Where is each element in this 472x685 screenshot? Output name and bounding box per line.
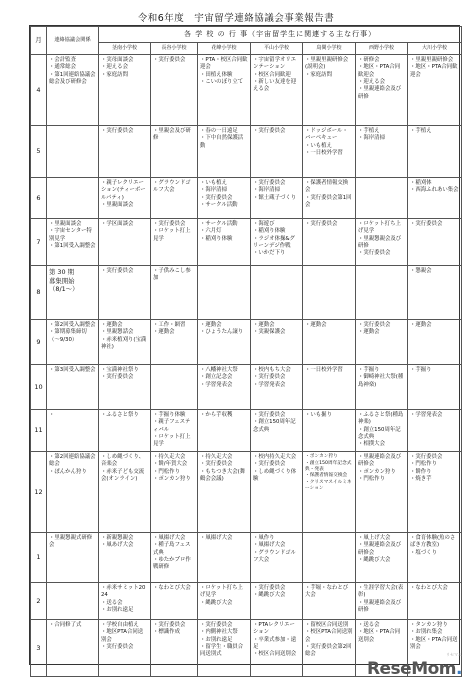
school-event-cell: ・海遊び ・稲刈り体験 ・ラジオ体操&グリーンデジ作戦 ・いかだ下り	[251, 219, 303, 266]
month-cell: 9	[31, 320, 47, 365]
month-cell: 4	[31, 55, 47, 126]
school-event-cell: ・研修会 ・地区・PTA合同歓迎会 ・迎える会 ・里親連絡会及び研修	[356, 55, 408, 126]
assoc-cell: 第 30 期 募集開始 （8/1～）	[47, 266, 99, 320]
school-event-cell: ・実母面談会 ・迎える会 ・家庭訪問	[99, 55, 151, 126]
school-event-cell: ・実行委員会 ・運動会	[356, 320, 408, 365]
school-event-cell: ・運動会 ・ひょうたん譲り	[198, 320, 251, 365]
table-row	[31, 178, 462, 219]
school-event-cell: ・食育体験(魚のさばき方教室) ・塩づくり	[408, 533, 462, 583]
school-event-cell: ・保護者情報交換会 ・実行委員会第1回会	[303, 178, 356, 219]
school-event-cell: ・学区面談会	[99, 219, 151, 266]
school-event-cell: ・八幡神社大祭 ・創立記念会 ・学習発表会	[198, 365, 251, 410]
assoc-cell: ・第3回受入調整会	[47, 365, 99, 410]
school-event-cell: ・子供みこし参加	[151, 266, 198, 320]
assoc-cell: ・	[47, 410, 99, 452]
school-event-cell: ・芋植え ・海岸清掃	[356, 126, 408, 178]
school-event-cell: ・ふるさと祭り	[99, 410, 151, 452]
school-event-cell: ・実行委員会 ・ロケット打上見学	[151, 219, 198, 266]
logo-text: ReseMom	[366, 659, 457, 679]
table-row	[31, 320, 462, 365]
school-event-cell: ・生涯学習大会(表彰) ・里親連絡会及び研修	[356, 583, 408, 620]
month-cell: 5	[31, 126, 47, 178]
school-event-cell: ・留校区合同送別 ・校区PTA合同送別会 ・実行委員会第2回総会	[303, 620, 356, 677]
school-event-cell: ・芋堀・なわとび大会	[303, 583, 356, 620]
school-event-cell: ・春の一日遠足 ・下中自然保護活動	[198, 126, 251, 178]
school-event-cell: ・凧作り ・凧揚げ大会 ・グラウンドゴルフ大会	[251, 533, 303, 583]
school-event-cell: ・運動会	[303, 320, 356, 365]
assoc-cell	[47, 126, 99, 178]
school-event-cell: ・凧揚げ大会	[198, 533, 251, 583]
school-event-cell: ・実行委員会	[303, 219, 356, 266]
school-event-cell	[198, 266, 251, 320]
school-event-cell: ・運動会 ・里親懇話会 ・赤米植刈り(宝満神社)	[99, 320, 151, 365]
header-assoc: 連絡協議会関係	[47, 27, 99, 55]
logo-dot: .	[456, 659, 462, 679]
school-event-cell: ・いも掘り	[303, 410, 356, 452]
school-event-cell: ・芋掘り	[408, 365, 462, 410]
assoc-cell: ・会計監査 ・通常総会 ・第1回連絡協議会総会及び研修会	[47, 55, 99, 126]
month-cell: 10	[31, 365, 47, 410]
school-event-cell: ・学校自由植え ・地区PTA合同送別会 ・実行委員会	[99, 620, 151, 677]
assoc-cell	[47, 583, 99, 620]
school-event-cell: ・なわとび大会	[408, 583, 462, 620]
school-event-cell: ・宝満神社祭り ・実行委員会	[99, 365, 151, 410]
header-school: 鳥間小学校	[303, 43, 356, 55]
assoc-cell: ・里親懇親式研修会	[47, 533, 99, 583]
school-event-cell: ・里親会及び研修	[151, 126, 198, 178]
school-event-cell: ・から芋収穫	[198, 410, 251, 452]
school-event-cell: ・校内持久走大会 ・実行委員会 ・しめ縄づくり体験	[251, 452, 303, 533]
school-event-cell	[303, 533, 356, 583]
school-event-cell: ・新親懇親会 ・凧あげ大会	[99, 533, 151, 583]
resemom-logo	[367, 659, 462, 679]
school-event-cell	[251, 266, 303, 320]
table-row	[31, 219, 462, 266]
school-event-cell: ・里親里親研修会 ・地区・PTA合同歓迎会	[408, 55, 462, 126]
school-event-cell: ・校内もち大会 ・実行委員会 ・学習発表会	[251, 365, 303, 410]
table-row	[31, 55, 462, 126]
school-event-cell: ・しめ縄づくり、音楽会 ・赤米子ども交流会(オンライン)	[99, 452, 151, 533]
school-event-cell: ・実行委員会	[151, 55, 198, 126]
header-school-events: 各 学 校 の 行 事（宇宙留学生に関連する主な行事）	[99, 27, 462, 43]
school-event-cell: ・親子レクリエーション(ティーボールパティ) ・里親面談会	[99, 178, 151, 219]
school-event-cell: ・学習発表会	[408, 410, 462, 452]
school-event-cell	[356, 266, 408, 320]
page-title: 令和6年度 宇宙留学連絡協議会事業報告書	[137, 13, 335, 24]
table-body	[31, 55, 462, 677]
school-event-cell: ・凧揚げ大会 ・種子島フェス式典 ・ゆたかプロ作戦研修	[151, 533, 198, 583]
school-event-cell: ・なわとび大会	[151, 583, 198, 620]
school-event-cell: ・ロケット打ち上げ見学 ・縄跳び大会	[198, 583, 251, 620]
header-school: 花峰小学校	[198, 43, 251, 55]
watermark-small: リセマム	[446, 652, 462, 657]
school-event-cell: ・グラウンドゴルフ大会	[151, 178, 198, 219]
month-cell: 12	[31, 452, 47, 533]
school-event-cell: ・里親連絡会及び研修会 ・ポンカン狩り ・門松作り	[356, 452, 408, 533]
table-row	[31, 533, 462, 583]
header-school: 大川小学校	[408, 43, 462, 55]
header-school: 平山小学校	[251, 43, 303, 55]
header-month: 月	[31, 27, 47, 55]
assoc-cell	[47, 178, 99, 219]
month-cell: 7	[31, 219, 47, 266]
school-event-cell: ・実行委員会 ・海岸清掃 ・館土蔵子づくり	[251, 178, 303, 219]
school-event-cell: ・いも植え ・海岸清掃 ・実行委員会 ・サークル活動	[198, 178, 251, 219]
school-event-cell: ・芋植え	[408, 126, 462, 178]
school-event-cell	[151, 365, 198, 410]
month-cell: 11	[31, 410, 47, 452]
report-table	[30, 26, 462, 677]
school-event-cell: ・運動会	[408, 320, 462, 365]
report-table-container	[29, 25, 460, 665]
school-event-cell: ・凧上げ大会 ・里親連絡会及び研修会 ・縄跳び大会	[356, 533, 408, 583]
header-school: 長谷小学校	[151, 43, 198, 55]
school-event-cell: ・実行委員会	[408, 219, 462, 266]
school-event-cell: ・実行委員会	[251, 126, 303, 178]
table-row	[31, 266, 462, 320]
month-cell: 8	[31, 266, 47, 320]
school-event-cell: ・運動会 ・実親保護会	[251, 320, 303, 365]
school-event-cell: ・実行委員会 ・縄跳び大会	[251, 583, 303, 620]
header-school: 茎南小学校	[99, 43, 151, 55]
school-event-cell: ・懇親会	[408, 266, 462, 320]
school-event-cell: ・PTAレクリエーション ・卒業式参加・遠足 ・校区合同送別会	[251, 620, 303, 677]
assoc-cell: ・第2回連絡協議会総会 ・ぽんかん狩り	[47, 452, 99, 533]
school-event-cell: ・実行委員会	[99, 126, 151, 178]
school-event-cell: ・一日校外学習	[303, 365, 356, 410]
school-event-cell: ・赤米サミット2024 ・送る会 ・お別れ遠足	[99, 583, 151, 620]
school-event-cell: ・ポンカン狩り ・創立150周年記念式典・発表 ・保護者情報交換会 ・クリスマスイルミネーション	[303, 452, 356, 533]
month-cell: 1	[31, 533, 47, 583]
school-event-cell: ・ロケット打ち上げ見学 ・里親懇親会及び研修 ・実行委員会	[356, 219, 408, 266]
school-event-cell: ・実行委員会 ・門松作り ・餅作り ・焼き芋	[408, 452, 462, 533]
assoc-cell: ・合同修了式	[47, 620, 99, 677]
table-row	[31, 365, 462, 410]
school-event-cell: ・里親里親研修会(説明会) ・家庭訪問	[303, 55, 356, 126]
school-event-cell: ・ドッジボール・バーベキュー ・いも植え ・一日校外学習	[303, 126, 356, 178]
school-event-cell: ・実行委員会	[99, 266, 151, 320]
table-row	[31, 410, 462, 452]
table-row	[31, 583, 462, 620]
school-event-cell	[303, 266, 356, 320]
school-event-cell: ・実行委員会 ・内側神社大祭 ・お別れ遠足 ・留学生・職員合同送別式	[198, 620, 251, 677]
school-event-cell: ・宇宙留学オリエンテーション ・校区合同歓迎 ・新しい友達を迎える会	[251, 55, 303, 126]
month-cell: 6	[31, 178, 47, 219]
school-event-cell: ・芋掘り体験 ・親子フェスティバル ・ロケット打上見学	[151, 410, 198, 452]
school-event-cell: ・持久走大会 ・実行委員会 ・もちつき大会(舞鶴会会議)	[198, 452, 251, 533]
school-event-cell: ・稲刈体 ・西海ふれあい集会	[408, 178, 462, 219]
school-event-cell: ・持久走大会 ・餅/年賀大会 ・門松作り ・ポンカン狩り	[151, 452, 198, 533]
school-event-cell: ・PTA・校区合同歓迎会 ・田植え体験 ・こいのぼり立て	[198, 55, 251, 126]
school-event-cell: ・サークル活動 ・六月灯 ・稲刈り体験	[198, 219, 251, 266]
table-row	[31, 126, 462, 178]
assoc-cell: ・里親面談会 ・宇宙センター特別見学 ・第1回受入調整会	[47, 219, 99, 266]
school-event-cell: ・タンカン狩り ・お別れ集会 ・地区・PTA合同送別会	[408, 620, 462, 677]
school-event-cell: ・芋掘り ・御崎神社大祭(種島神楽)	[356, 365, 408, 410]
school-event-cell: ・ふるさと祭(種島神楽) ・創立150周年記念式典 ・相撲大会	[356, 410, 408, 452]
month-cell: 3	[31, 620, 47, 677]
school-event-cell: ・送る会 ・地区・PTA合同送別会	[356, 620, 408, 677]
school-event-cell: ・実行委員会 ・標識作成	[151, 620, 198, 677]
school-event-cell: ・工作・網習 ・運動会	[151, 320, 198, 365]
header-school: 西野小学校	[356, 43, 408, 55]
month-cell: 2	[31, 583, 47, 620]
assoc-cell: ・第2回受入調整会 ・第期募集締切（～9/30）	[47, 320, 99, 365]
school-event-cell: ・実行委員会 ・創立150周年記念式典	[251, 410, 303, 452]
school-event-cell	[356, 178, 408, 219]
table-row	[31, 452, 462, 533]
